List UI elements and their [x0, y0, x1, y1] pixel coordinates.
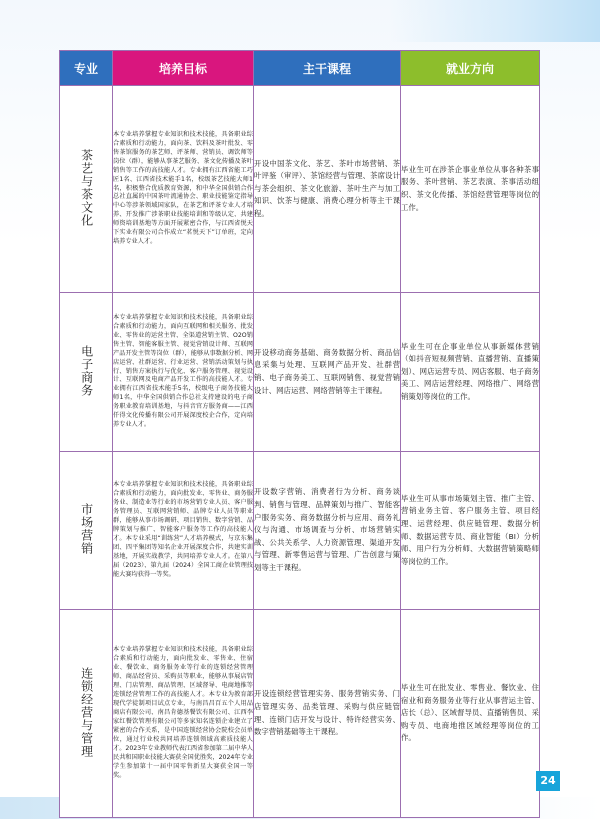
- table-header: [60, 51, 540, 86]
- major-cell: [60, 293, 113, 452]
- major-name: 电子商务: [79, 344, 94, 397]
- course-cell: 开设移动商务基础、商务数据分析、商品信息采集与处理、互联网产品开发、社群营销、电子商务美工、互联网销售、视觉营销设计、网店运营、网络营销等主干课程。: [254, 293, 401, 452]
- header-job: 就业方向: [401, 51, 540, 86]
- major-cell: [60, 86, 113, 293]
- major-cell: [60, 452, 113, 610]
- curriculum-table: [59, 50, 540, 818]
- course-cell: 开设数字营销、消费者行为分析、商务谈判、销售与管理、品牌策划与推广、智能客户服务实务、商务数据分析与应用、商务礼仪与沟通、市场调查与分析、市场营销实战、公共关系学、人力资源管理、渠道开发与管理、新零售运营与管理、广告创意与策划等主干课程。: [254, 452, 401, 610]
- table-row: [60, 610, 540, 818]
- table-row: [60, 293, 540, 452]
- header-decoration: [390, 0, 600, 42]
- goal-cell: 本专业培养掌握专业知识和技术技能，具备职业综合素质和行动能力，面向茶、饮料及茶叶批发、零售茶馆服务的茶艺师、评茶师、营销员、调饮师等岗位（群），能够从事茶艺服务、茶文化传播及茶叶销售等工作的高技能人才。专业拥有江西省能工巧匠1名、江西省技术能手1名，校级茶艺技能大师1名，积极整合优质教育资源，和中华全国供销合作总社直属的中国茶叶流通协会、职业技能鉴定指导中心等涉茶领域国家队，在茶艺和评茶专业人才培养、开发推广涉茶职业技能培训和等级认定、共建师资培训基地等方面开展紧密合作，与江西省悦天下实业有限公司合作成立“茗悦天下”订单班，定向培养专业人才。: [113, 86, 254, 293]
- table-row: [60, 452, 540, 610]
- header-goal: 培养目标: [113, 51, 254, 86]
- job-cell: 毕业生可从事市场策划主管、推广主管、营销业务主管、客户服务主管、项目经理、运营经理、供应链管理、数据分析师、数据运营专员、商业智能（BI）分析师、用户行为分析师、大数据营销策略师等岗位的工作。: [401, 452, 540, 610]
- page-number: 24: [536, 771, 560, 791]
- course-cell: 开设连锁经营管理实务、服务营销实务、门店管理实务、品类管理、采购与供应链管理、连锁门店开发与设计、特许经营实务、数字营销基础等主干课程。: [254, 610, 401, 818]
- header-course: 主干课程: [254, 51, 401, 86]
- job-cell: 毕业生可在涉茶企事业单位从事各种茶事服务、茶叶营销、茶艺表演、茶事活动组织、茶文化传播、茶馆经营管理等岗位的工作。: [401, 86, 540, 293]
- table-row: [60, 86, 540, 293]
- goal-cell: 本专业培养掌握专业知识和技术技能，具备职业综合素质和行动能力，面向批发业、零售业、住宿业、餐饮业、商务服务业等行业的连锁经营管理师、商品经营员、采购员等职业，能够从事展店管理、门店管理、商品管理、区域督导、电商地推等连锁经营管理工作的高技能人才。本专业为教育部现代学徒制项目试点专业，与南昌昌百五个人用品商店有限公司、南昌肯德基餐饮有限公司、江西李家红餐饮管理有限公司等多家知名连锁企业建立了紧密的合作关系，是中国连锁经营协会院校会员单位，通过行业校共同培养连锁领域高素质技能人才。2023年专业教师代表江西省参加第二届中华人民共和国职业技能大赛获全国优胜奖，2024年专业学生参加第十一届中国零售新星大赛获全国一等奖。: [113, 610, 254, 818]
- goal-cell: 本专业培养掌握专业知识和技术技能，具备职业综合素质和行动能力，面向批发业、零售业、商务服务业、制造业等行业的市场营销专业人员、客户服务管理员、互联网营销师、品牌专业人员等职业群，能够从事市场调研、项目销售、数字营销、品牌策划与推广、智能客户服务等工作的高技能人才。本专业采用“训练营”人才培养模式，与京东集团、四平集团等知名企业开展深度合作，共建实训基地，开展实战教学，共同培养专业人才。在第八届（2023）、第九届（2024）全国工商企业管理技能大赛均获得一等奖。: [113, 452, 254, 610]
- goal-cell: 本专业培养掌握专业知识和技术技能，具备职业综合素质和行动能力，面向互联网和相关服务、批发业、零售业的运营主管、全渠道营销主管、O2O销售主管、智能客服主管、视觉营销设计师、互联网产品开发主管等岗位（群），能够从事数据分析、网店运营、社群运营、行业运营、营销活动策划与执行、销售方案执行与优化、客户服务管理、视觉设计、互联网及电商产品开发工作的高技能人才。专业拥有江西省技术能手5名，校级电子商务技能大师1名，中华全国供销合作总社支持建设的电子商务职业教育培训基地，与抖音官方服务商——江西仟得文化传播有限公司开展深度校企合作，定向培养专业人才。: [113, 293, 254, 452]
- major-name: 连锁经营与管理: [79, 666, 94, 758]
- job-cell: 毕业生可在批发业、零售业、餐饮业、住宿业和商务服务业等行业从事营运主管、店长（总）、区域督导员、直播销售员、采购专员、电商地推区域经理等岗位的工作。: [401, 610, 540, 818]
- major-name: 市场营销: [79, 503, 94, 555]
- header-row: [60, 51, 540, 86]
- major-name: 茶艺与茶文化: [79, 148, 94, 227]
- job-cell: 毕业生可在企事业单位从事新媒体营销（如抖音短视频营销、直播营销、直播策划）、网店运营专员、网店客服、电子商务美工、网店运营经理、网络推广、网络营销策划等岗位的工作。: [401, 293, 540, 452]
- course-cell: 开设中国茶文化、茶艺、茶叶市场营销、茶叶评鉴（审评）、茶馆经营与管理、茶席设计与茶会组织、茶文化旅游、茶叶生产与加工知识、饮茶与健康、消费心理分析等主干课程。: [254, 86, 401, 293]
- major-cell: [60, 610, 113, 818]
- header-major: 专业: [60, 51, 113, 86]
- table-body: [60, 86, 540, 818]
